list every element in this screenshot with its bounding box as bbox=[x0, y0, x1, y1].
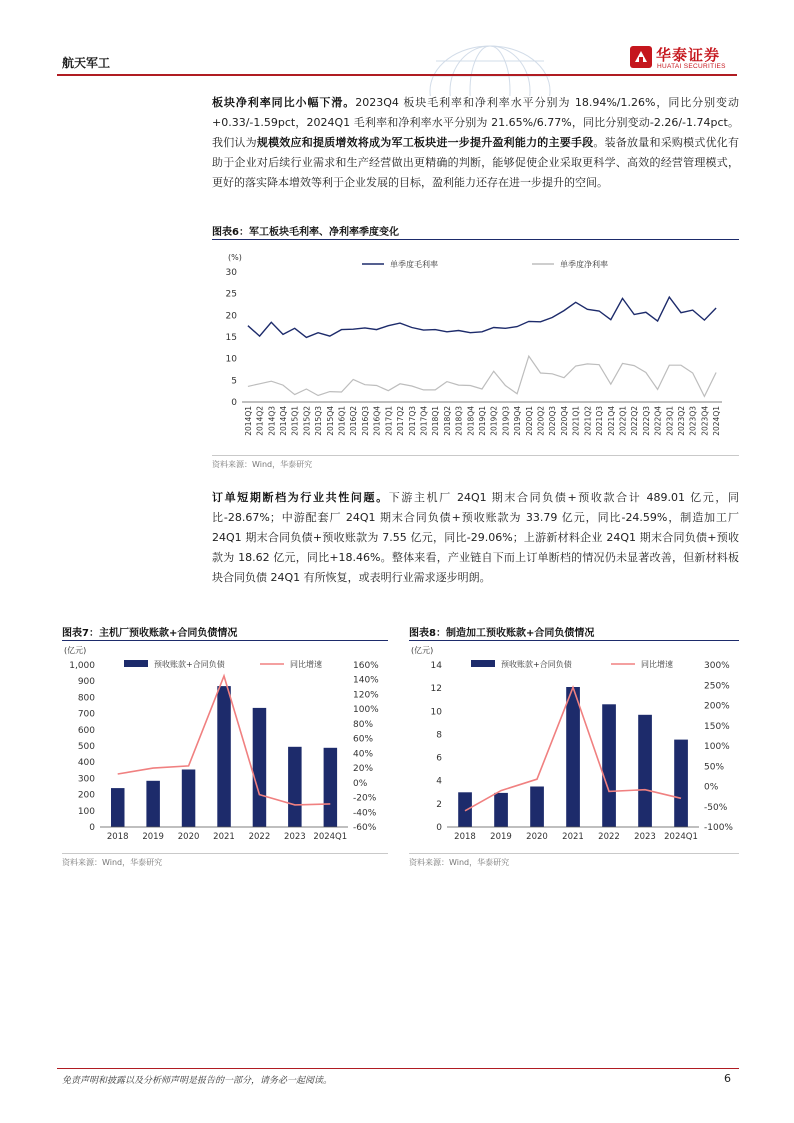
bar bbox=[288, 747, 302, 827]
y-tick-label: 0 bbox=[231, 398, 237, 408]
x-tick-label: 2021Q3 bbox=[595, 406, 605, 436]
y2-tick-label: 160% bbox=[353, 661, 379, 671]
x-tick-label: 2022Q1 bbox=[618, 406, 628, 436]
y-tick-label: 900 bbox=[77, 677, 95, 688]
y2-tick-label: 250% bbox=[704, 681, 730, 692]
header-divider bbox=[57, 74, 737, 76]
figure7-source: 资料来源：Wind，华泰研究 bbox=[62, 858, 163, 867]
y-axis-unit-label: (亿元) bbox=[411, 646, 434, 655]
x-tick-label: 2018 bbox=[106, 832, 129, 842]
y-tick-label: 0 bbox=[436, 823, 442, 833]
x-tick-label: 2021Q4 bbox=[606, 406, 616, 436]
y-tick-label: 25 bbox=[225, 289, 237, 300]
y-tick-label: 10 bbox=[430, 707, 442, 718]
footer-disclaimer: 免责声明和披露以及分析师声明是报告的一部分，请务必一起阅读。 bbox=[62, 1076, 333, 1086]
legend-label-1: 单季度毛利率 bbox=[390, 260, 438, 269]
y2-tick-label: 20% bbox=[353, 764, 374, 775]
legend-label-2: 单季度净利率 bbox=[560, 260, 608, 269]
x-tick-label: 2020 bbox=[526, 832, 548, 842]
x-tick-label: 2019Q3 bbox=[501, 406, 511, 436]
x-tick-label: 2022Q4 bbox=[653, 406, 663, 436]
y2-tick-label: 0% bbox=[704, 782, 719, 793]
figure8-source-rule bbox=[409, 853, 739, 854]
x-tick-label: 2020 bbox=[177, 832, 200, 842]
y2-tick-label: -60% bbox=[353, 823, 377, 833]
bar bbox=[182, 770, 196, 828]
x-tick-label: 2014Q4 bbox=[278, 406, 288, 436]
y2-tick-label: -20% bbox=[353, 793, 377, 804]
paragraph-margins bbox=[212, 93, 739, 193]
x-tick-label: 2017Q2 bbox=[396, 406, 406, 436]
bar bbox=[602, 704, 616, 827]
bar bbox=[638, 715, 652, 827]
x-tick-label: 2021Q1 bbox=[571, 406, 581, 436]
legend-swatch-bar bbox=[471, 660, 495, 667]
y2-tick-label: -40% bbox=[353, 808, 377, 819]
y-axis-unit-label: (%) bbox=[228, 253, 242, 262]
bar bbox=[530, 787, 544, 828]
figure7-bar-chart bbox=[62, 643, 388, 848]
x-tick-label: 2019Q4 bbox=[513, 406, 523, 436]
paragraph-margins-text-b: 。装备放量和采购模式优化有助于企业对后续行业需求和生产经营做出更精确的判断，能够促使企业采取更科学、高效的经营管理模式，更好的落实降本增效等利于企业发展的目标，盈利能力还存在进一步提升的空间。 bbox=[212, 136, 740, 189]
x-tick-label: 2018Q2 bbox=[442, 406, 452, 436]
y-tick-label: 20 bbox=[225, 311, 237, 322]
y-axis-unit-label: (亿元) bbox=[64, 646, 87, 655]
x-tick-label: 2016Q3 bbox=[360, 406, 370, 436]
y-tick-label: 100 bbox=[77, 806, 95, 817]
y-tick-label: 30 bbox=[225, 268, 237, 278]
y-tick-label: 8 bbox=[436, 730, 442, 741]
x-tick-label: 2015Q3 bbox=[314, 406, 324, 436]
x-tick-label: 2016Q4 bbox=[372, 406, 382, 436]
figure8-title: 图表8：制造加工预收账款+合同负债情况 bbox=[409, 628, 595, 639]
x-tick-label: 2023Q3 bbox=[688, 406, 698, 436]
y-tick-label: 400 bbox=[77, 758, 95, 769]
x-tick-label: 2020Q4 bbox=[559, 406, 569, 436]
y2-tick-label: 0% bbox=[353, 778, 368, 789]
y-tick-label: 500 bbox=[77, 742, 95, 752]
paragraph-orders-lead: 订单短期断档为行业共性问题。 bbox=[212, 491, 389, 504]
y-tick-label: 200 bbox=[77, 790, 95, 801]
x-tick-label: 2015Q1 bbox=[290, 406, 300, 436]
y2-tick-label: 120% bbox=[353, 690, 379, 701]
x-tick-label: 2019Q1 bbox=[478, 406, 487, 436]
y-tick-label: 10 bbox=[225, 354, 237, 365]
figure8-source: 资料来源：Wind，华泰研究 bbox=[409, 858, 510, 867]
bar bbox=[324, 748, 338, 827]
x-tick-label: 2019 bbox=[490, 832, 512, 842]
globe-watermark-icon bbox=[420, 36, 560, 96]
series-line-1 bbox=[248, 297, 716, 337]
x-tick-label: 2018Q3 bbox=[454, 406, 464, 436]
x-tick-label: 2014Q1 bbox=[243, 406, 253, 436]
x-tick-label: 2014Q3 bbox=[267, 406, 277, 436]
legend-label-line: 同比增速 bbox=[290, 660, 322, 669]
paragraph-margins-emphasis: 规模效应和提质增效将成为军工板块进一步提升盈利能力的主要手段 bbox=[256, 136, 594, 149]
x-tick-label: 2024Q1 bbox=[712, 406, 722, 436]
paragraph-orders bbox=[212, 488, 739, 588]
x-tick-label: 2023 bbox=[284, 832, 306, 842]
y2-tick-label: 80% bbox=[353, 719, 374, 730]
x-tick-label: 2020Q3 bbox=[548, 406, 558, 436]
y2-tick-label: 50% bbox=[704, 762, 725, 773]
bar bbox=[566, 687, 580, 827]
x-tick-label: 2023Q4 bbox=[700, 406, 710, 436]
x-tick-label: 2020Q1 bbox=[524, 406, 534, 436]
bar bbox=[458, 792, 472, 827]
y2-tick-label: 40% bbox=[353, 749, 374, 760]
logo-chinese-name: 华泰证券 bbox=[656, 46, 721, 64]
bar bbox=[111, 788, 125, 827]
figure7-source-rule bbox=[62, 853, 388, 854]
y2-tick-label: 300% bbox=[704, 661, 730, 671]
y-tick-label: 14 bbox=[430, 661, 442, 671]
x-tick-label: 2018Q1 bbox=[431, 406, 441, 436]
x-tick-label: 2022Q2 bbox=[630, 406, 640, 436]
bar bbox=[253, 708, 267, 827]
y-tick-label: 600 bbox=[77, 725, 95, 736]
page-number: 6 bbox=[724, 1072, 731, 1085]
x-tick-label: 2016Q2 bbox=[349, 406, 359, 436]
y2-tick-label: -50% bbox=[704, 802, 728, 813]
x-tick-label: 2018 bbox=[454, 832, 476, 842]
bar bbox=[217, 686, 231, 827]
huatai-logo bbox=[630, 44, 740, 72]
x-tick-label: 2020Q2 bbox=[536, 406, 546, 436]
x-tick-label: 2024Q1 bbox=[313, 832, 348, 842]
x-tick-label: 2017Q3 bbox=[407, 406, 417, 436]
huatai-logo-mark-icon bbox=[630, 46, 652, 68]
figure8-bar-chart bbox=[409, 643, 739, 848]
x-tick-label: 2019Q2 bbox=[489, 406, 499, 436]
y2-tick-label: 100% bbox=[353, 705, 379, 716]
y-tick-label: 5 bbox=[231, 376, 237, 387]
x-tick-label: 2023Q2 bbox=[677, 406, 687, 436]
bar bbox=[674, 740, 688, 827]
bar bbox=[494, 793, 508, 827]
y-tick-label: 300 bbox=[77, 774, 95, 785]
paragraph-margins-text-a: 2023Q4 板块毛利率和净利率水平分别为 18.94%/1.26%，同比分别变动+0.33/-1.59pct，2024Q1 毛利率和净利率水平分别为 21.65%/6.77%，同比分别变动-2.26/-1.74pct。我们认为 bbox=[212, 96, 739, 149]
x-tick-label: 2015Q2 bbox=[302, 406, 312, 436]
y-tick-label: 1,000 bbox=[69, 661, 95, 671]
logo-english-name: HUATAI SECURITIES bbox=[657, 63, 726, 70]
x-tick-label: 2019 bbox=[142, 832, 164, 842]
x-tick-label: 2021 bbox=[213, 832, 235, 842]
y-tick-label: 700 bbox=[77, 709, 95, 720]
figure6-title-rule bbox=[212, 239, 739, 240]
bar bbox=[146, 781, 160, 827]
x-tick-label: 2015Q4 bbox=[325, 406, 335, 436]
y-tick-label: 4 bbox=[436, 776, 442, 787]
report-section: 航天军工 bbox=[62, 56, 111, 70]
footer-divider bbox=[57, 1068, 739, 1069]
y2-tick-label: 200% bbox=[704, 701, 730, 712]
figure6-source: 资料来源：Wind，华泰研究 bbox=[212, 460, 313, 469]
x-tick-label: 2021 bbox=[562, 832, 584, 842]
x-tick-label: 2022 bbox=[598, 832, 620, 842]
y-tick-label: 12 bbox=[430, 684, 442, 695]
legend-label-bar: 预收账款+合同负债 bbox=[501, 660, 572, 669]
x-tick-label: 2017Q1 bbox=[384, 406, 394, 436]
y-tick-label: 15 bbox=[225, 333, 237, 343]
x-tick-label: 2024Q1 bbox=[664, 832, 698, 842]
y-tick-label: 0 bbox=[89, 823, 95, 833]
figure8-title-rule bbox=[409, 640, 739, 641]
figure6-title: 图表6：军工板块毛利率、净利率季度变化 bbox=[212, 227, 399, 238]
x-tick-label: 2023 bbox=[634, 832, 656, 842]
series-line-2 bbox=[248, 356, 716, 396]
legend-swatch-bar bbox=[124, 660, 148, 667]
y2-tick-label: 60% bbox=[353, 734, 374, 745]
figure7-title-rule bbox=[62, 640, 388, 641]
x-tick-label: 2016Q1 bbox=[337, 406, 347, 436]
x-tick-label: 2022Q3 bbox=[641, 406, 651, 436]
figure6-source-rule bbox=[212, 455, 739, 456]
figure6-line-chart bbox=[212, 244, 739, 450]
y-tick-label: 2 bbox=[436, 799, 442, 810]
y2-tick-label: 150% bbox=[704, 721, 730, 732]
paragraph-orders-text: 下游主机厂 24Q1 期末合同负债+预收款合计 489.01 亿元，同比-28.67%；中游配套厂 24Q1 期末合同负债+预收账款为 33.79 亿元，同比-24.59%，制造加工厂 24Q1 期末合同负债+预收账款为 7.55 亿元，同比-29.06%；上游新材料企业 24Q1 期末合同负债+预收款为 18.62 亿元，同比+18.46%。整体来看，产业链自下而上订单断档的情况仍未显著改善，但新材料板块合同负债 24Q1 有所恢复，或表明行业需求逐步明朗。 bbox=[212, 491, 739, 584]
x-tick-label: 2017Q4 bbox=[419, 406, 429, 436]
legend-label-line: 同比增速 bbox=[641, 660, 673, 669]
x-tick-label: 2021Q2 bbox=[583, 406, 593, 436]
figure7-title: 图表7：主机厂预收账款+合同负债情况 bbox=[62, 628, 238, 639]
y2-tick-label: 140% bbox=[353, 675, 379, 686]
x-tick-label: 2023Q1 bbox=[665, 406, 675, 436]
x-tick-label: 2022 bbox=[248, 832, 271, 842]
y2-tick-label: 100% bbox=[704, 742, 730, 752]
legend-label-bar: 预收账款+合同负债 bbox=[154, 660, 225, 669]
paragraph-margins-lead: 板块净利率同比小幅下滑。 bbox=[212, 96, 356, 109]
x-tick-label: 2014Q2 bbox=[255, 406, 265, 436]
y-tick-label: 800 bbox=[77, 693, 95, 704]
x-tick-label: 2018Q4 bbox=[466, 406, 476, 436]
y2-tick-label: -100% bbox=[704, 823, 733, 833]
y-tick-label: 6 bbox=[436, 753, 442, 764]
